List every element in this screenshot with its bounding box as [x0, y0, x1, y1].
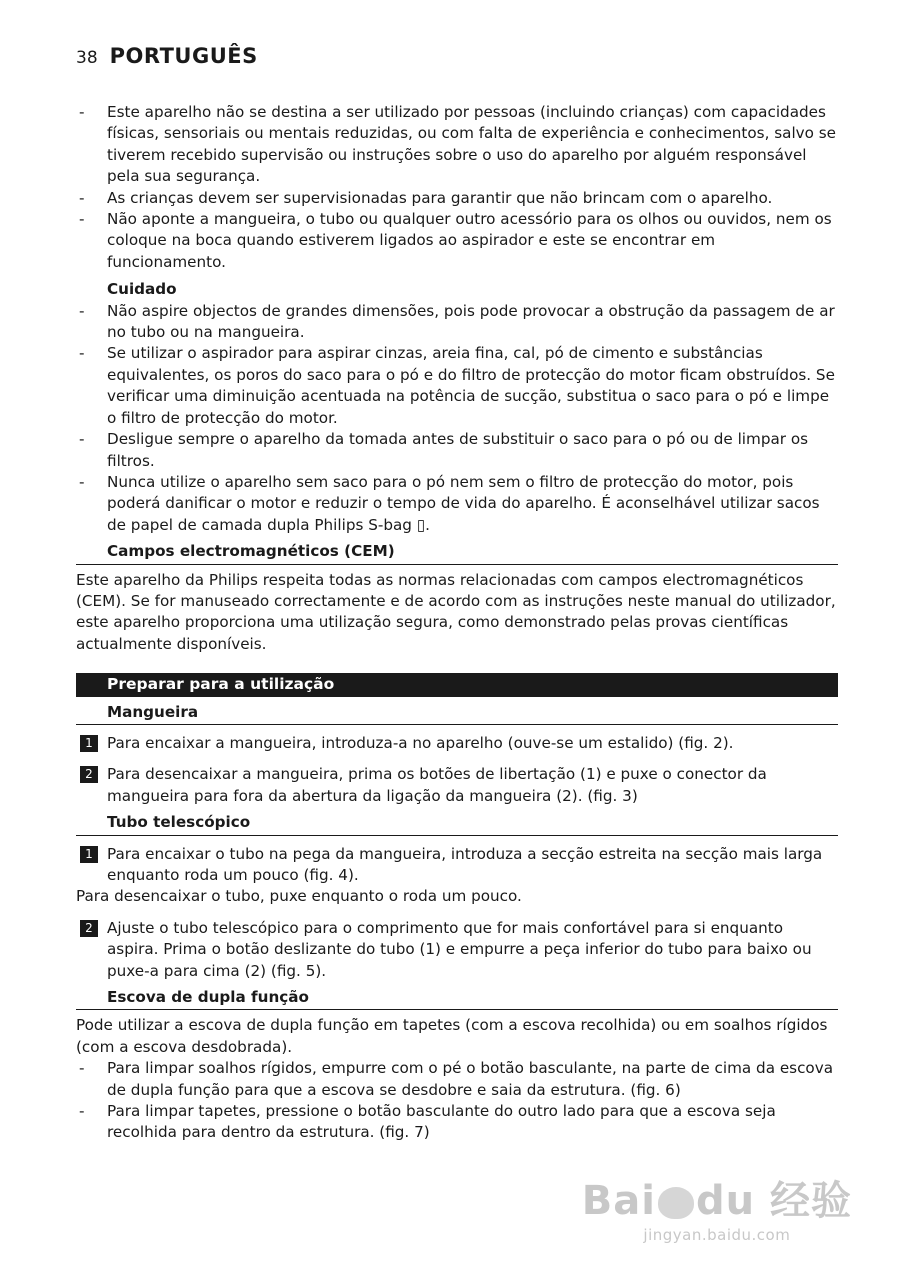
step-number-badge: 2	[80, 920, 98, 937]
hose-heading: Mangueira	[76, 702, 838, 725]
watermark-url: jingyan.baidu.com	[643, 1226, 791, 1244]
step-number-badge: 2	[80, 766, 98, 783]
emf-text: Este aparelho da Philips respeita todas as normas relacionadas com campos electromagnéticos (CEM). Se for manuseado correctamente e de acordo com as instruções neste manual do utilizador, este aparelho proporciona uma utilização segura, como demonstrado pelas provas científicas actualmente disponíveis.	[76, 570, 836, 653]
list-item: - Não aponte a mangueira, o tubo ou qualquer outro acessório para os olhos ou ouvidos, nem os coloque na boca quando estiverem ligados ao aspirador e este se encontrar em funcionamento.	[79, 210, 832, 271]
paw-icon	[658, 1187, 694, 1219]
page-header	[76, 44, 258, 68]
language-heading: PORTUGUÊS	[109, 44, 258, 68]
caution-list	[76, 301, 838, 536]
baidu-watermark: Bai du 经验 jingyan.baidu.com	[581, 1178, 852, 1244]
manual-content	[76, 102, 838, 1144]
warnings-list	[76, 102, 838, 273]
list-item: - Nunca utilize o aparelho sem saco para o pó nem sem o filtro de protecção do motor, pois poderá danificar o motor e reduzir o tempo de vida do aparelho. É aconselhável utilizar sacos de papel de camada dupla Philips S-bag ▯.	[79, 472, 820, 534]
tube-note: Para desencaixar o tubo, puxe enquanto o roda um pouco.	[76, 887, 522, 906]
list-item: - Para limpar tapetes, pressione o botão basculante do outro lado para que a escova seja recolhida para dentro da estrutura. (fig. 7)	[79, 1102, 776, 1142]
step-number-badge: 1	[80, 846, 98, 863]
brush-heading: Escova de dupla função	[76, 987, 838, 1010]
step-item: 1 Para encaixar o tubo na pega da mangueira, introduza a secção estreita na secção mais larga enquanto roda um pouco (fig. 4).	[76, 844, 838, 887]
list-item: - Este aparelho não se destina a ser utilizado por pessoas (incluindo crianças) com capacidades físicas, sensoriais ou mentais reduzidas, ou com falta de experiência e conhecimentos, salvo se tiverem recebido supervisão ou instruções sobre o uso do aparelho por alguém responsável pela sua segurança.	[79, 103, 837, 186]
page-number: 38	[76, 48, 98, 68]
list-item: - Não aspire objectos de grandes dimensões, pois pode provocar a obstrução da passagem de ar no tubo ou na mangueira.	[79, 301, 835, 342]
brush-intro: Pode utilizar a escova de dupla função em tapetes (com a escova recolhida) ou em soalhos rígidos (com a escova desdobrada).	[76, 1016, 828, 1056]
caution-heading: Cuidado	[107, 280, 177, 299]
section-heading-prep: Preparar para a utilização	[76, 673, 838, 696]
step-item: 1 Para encaixar a mangueira, introduza-a no aparelho (ouve-se um estalido) (fig. 2).	[76, 733, 838, 754]
list-item: - As crianças devem ser supervisionadas para garantir que não brincam com o aparelho.	[79, 188, 773, 207]
list-item: - Para limpar soalhos rígidos, empurre com o pé o botão basculante, na parte de cima da escova de dupla função para que a escova se desdobre e saia da estrutura. (fig. 6)	[79, 1059, 834, 1099]
step-number-badge: 1	[80, 735, 98, 752]
brush-list	[76, 1058, 838, 1144]
tube-heading: Tubo telescópico	[76, 812, 838, 835]
step-item: 2 Para desencaixar a mangueira, prima os botões de libertação (1) e puxe o conector da mangueira para fora da abertura da ligação da mangueira (2). (fig. 3)	[76, 764, 838, 807]
list-item: - Se utilizar o aspirador para aspirar cinzas, areia fina, cal, pó de cimento e substâncias equivalentes, os poros do saco para o pó e do filtro de protecção do motor ficam obstruídos. Se verificar uma diminuição acentuada na potência de sucção, substitua o saco para o pó e limpe o filtro de protecção do motor.	[79, 344, 835, 427]
emf-heading: Campos electromagnéticos (CEM)	[76, 541, 838, 564]
step-item: 2 Ajuste o tubo telescópico para o comprimento que for mais confortável para si enquanto aspira. Prima o botão deslizante do tubo (1) e empurre a peça inferior do tubo para baixo ou puxe-a para cima (2) (fig. 5).	[76, 918, 838, 982]
list-item: - Desligue sempre o aparelho da tomada antes de substituir o saco para o pó ou de limpar os filtros.	[79, 430, 809, 470]
